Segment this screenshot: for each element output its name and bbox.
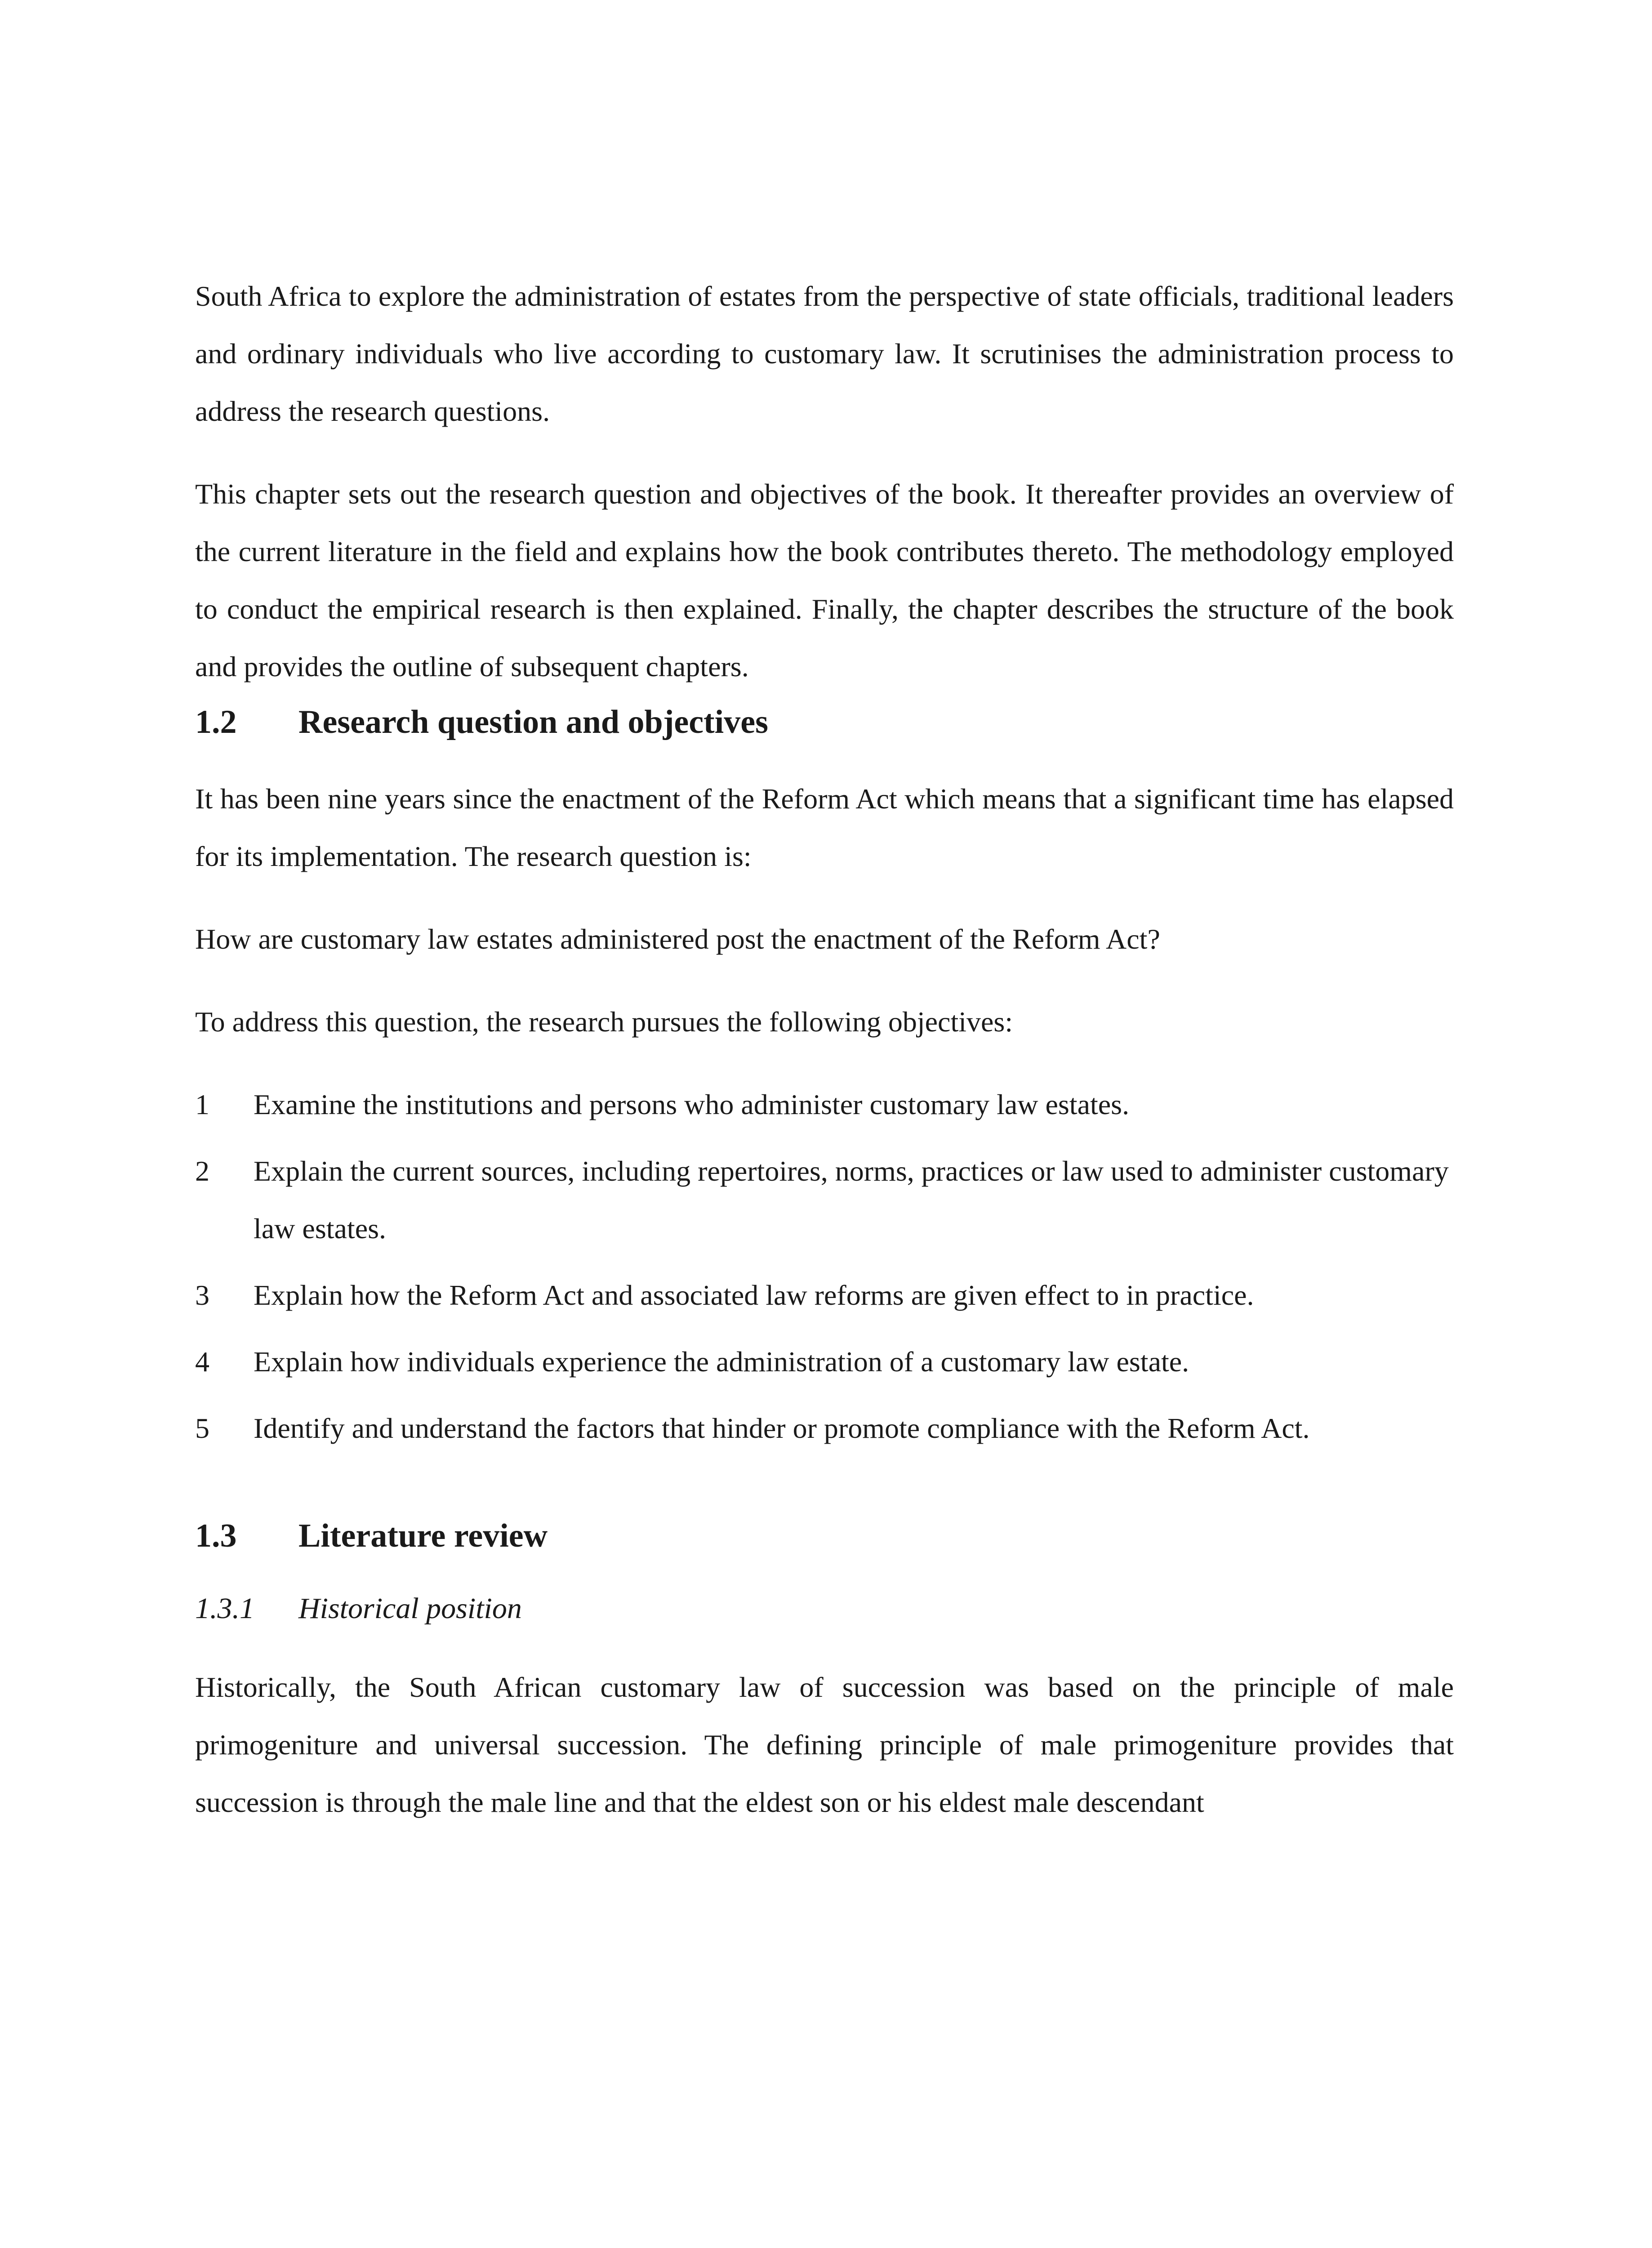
list-item [195,1076,1454,1133]
objectives-intro: To address this question, the research pursues the following objectives: [195,1006,1013,1038]
list-item-number: 5 [195,1412,209,1444]
subsection-number: 1.3.1 [195,1592,254,1625]
list-item [195,1142,1454,1258]
subsection-title: Historical position [298,1592,522,1625]
section-number: 1.2 [195,704,237,740]
list-item-number: 3 [195,1279,209,1311]
list-item-text: Identify and understand the factors that hinder or promote compliance with the Reform Act. [254,1412,1310,1444]
list-item-text: Examine the institutions and persons who administer customary law estates. [254,1088,1130,1120]
list-item-number: 4 [195,1346,209,1378]
page-body [195,268,1454,1856]
research-paragraph-1: It has been nine years since the enactment of the Reform Act which means that a significant time has elapsed for its implementation. The research question is: [195,783,1454,872]
section-number: 1.3 [195,1517,237,1554]
intro-paragraph-2: This chapter sets out the research question and objectives of the book. It thereafter provides an overview of the current literature in the field and explains how the book contributes thereto. The methodology employed to conduct the empirical research is then explained. Finally, the chapter describes the structure of the book and provides the outline of subsequent chapters. [195,478,1454,682]
section-title: Literature review [298,1517,548,1554]
list-item-number: 2 [195,1155,209,1187]
research-question: How are customary law estates administered post the enactment of the Reform Act? [195,923,1160,955]
section-heading-1-3 [195,1511,1454,1561]
list-item [195,1267,1454,1324]
subsection-heading-1-3-1 [195,1584,1454,1633]
list-item [195,1333,1454,1391]
section-heading-1-2 [195,697,1454,747]
historical-paragraph-1: Historically, the South African customary law of succession was based on the principle of male primogeniture and universal succession. The defining principle of male primogeniture provides that succession is through the male line and that the eldest son or his eldest male descendant [195,1671,1454,1818]
list-item [195,1400,1454,1457]
list-item-text: Explain how individuals experience the administration of a customary law estate. [254,1346,1189,1378]
list-item-text: Explain how the Reform Act and associated law reforms are given effect to in practice. [254,1279,1254,1311]
objectives-list [195,1076,1454,1457]
intro-paragraph-1: South Africa to explore the administration of estates from the perspective of state officials, traditional leaders and ordinary individuals who live according to customary law. It scrutinises the administration process to address the research questions. [195,280,1454,427]
section-title: Research question and objectives [298,704,768,740]
list-item-number: 1 [195,1088,209,1120]
list-item-text: Explain the current sources, including repertoires, norms, practices or law used to administer customary law estates. [254,1155,1449,1244]
